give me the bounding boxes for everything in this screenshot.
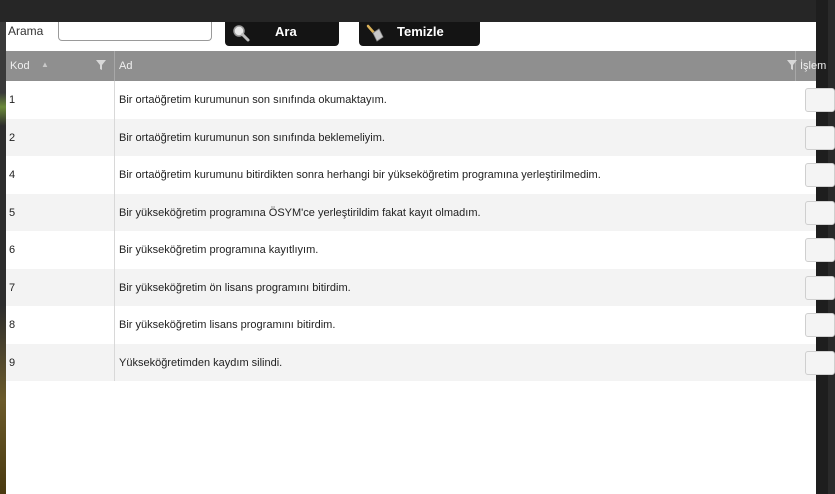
cell-ad: Bir yükseköğretim ön lisans programını bitirdim. xyxy=(119,281,351,294)
column-title-ad: Ad xyxy=(119,60,133,72)
cell-kod: 7 xyxy=(6,269,115,307)
column-title-islem: İşlem xyxy=(800,60,827,72)
cell-ad: Bir yükseköğretim lisans programını bitirdim. xyxy=(119,319,336,331)
cell-ad: Bir yükseköğretim programına kayıtlıyım. xyxy=(119,244,319,256)
magnifier-icon xyxy=(231,23,251,43)
row-action-button[interactable] xyxy=(805,163,835,187)
table-row[interactable] xyxy=(6,344,816,382)
column-title-kod: Kod xyxy=(10,60,30,72)
table-row[interactable] xyxy=(6,119,816,157)
cell-ad: Bir ortaöğretim kurumunun son sınıfında beklemeliyim. xyxy=(119,131,385,144)
search-label: Arama xyxy=(8,24,44,38)
cell-kod: 8 xyxy=(6,306,115,344)
cell-ad: Bir ortaöğretim kurumunu bitirdikten sonra herhangi bir yükseköğretim programına yerleştirilmedim. xyxy=(119,169,601,181)
filter-icon[interactable] xyxy=(96,60,106,70)
row-action-button[interactable] xyxy=(805,126,835,150)
table-row[interactable] xyxy=(6,306,816,344)
cell-kod: 2 xyxy=(6,119,115,157)
search-bar xyxy=(6,22,816,52)
table-row[interactable] xyxy=(6,156,816,194)
table-row[interactable] xyxy=(6,231,816,269)
sort-ascending-icon: ▲ xyxy=(41,60,49,69)
row-action-button[interactable] xyxy=(805,351,835,375)
column-header-islem xyxy=(796,51,826,81)
search-button-label: Ara xyxy=(275,24,297,39)
grid-header xyxy=(6,51,827,81)
column-header-kod[interactable] xyxy=(6,51,115,81)
row-action-button[interactable] xyxy=(805,313,835,337)
table-row[interactable] xyxy=(6,194,816,232)
search-input[interactable] xyxy=(58,22,212,41)
cell-kod: 1 xyxy=(6,81,115,119)
table-row[interactable] xyxy=(6,81,816,119)
search-button[interactable] xyxy=(225,22,339,46)
table-row[interactable] xyxy=(6,269,816,307)
grid-body xyxy=(6,81,816,381)
cell-kod: 6 xyxy=(6,231,115,269)
row-action-button[interactable] xyxy=(805,238,835,262)
row-action-button[interactable] xyxy=(805,201,835,225)
column-header-ad[interactable] xyxy=(115,51,796,81)
clear-button[interactable] xyxy=(359,22,480,46)
broom-icon xyxy=(365,23,385,43)
cell-ad: Yükseköğretimden kaydım silindi. xyxy=(119,356,283,369)
cell-kod: 9 xyxy=(6,344,115,382)
cell-kod: 4 xyxy=(6,156,115,194)
cell-ad: Bir yükseköğretim programına ÖSYM'ce yerleştirildim fakat kayıt olmadım. xyxy=(119,206,481,219)
list-panel xyxy=(6,22,827,494)
row-action-button[interactable] xyxy=(805,276,835,300)
row-action-button[interactable] xyxy=(805,88,835,112)
clear-button-label: Temizle xyxy=(397,24,444,39)
top-bar xyxy=(0,0,828,22)
cell-ad: Bir ortaöğretim kurumunun son sınıfında okumaktayım. xyxy=(119,94,387,106)
cell-kod: 5 xyxy=(6,194,115,232)
